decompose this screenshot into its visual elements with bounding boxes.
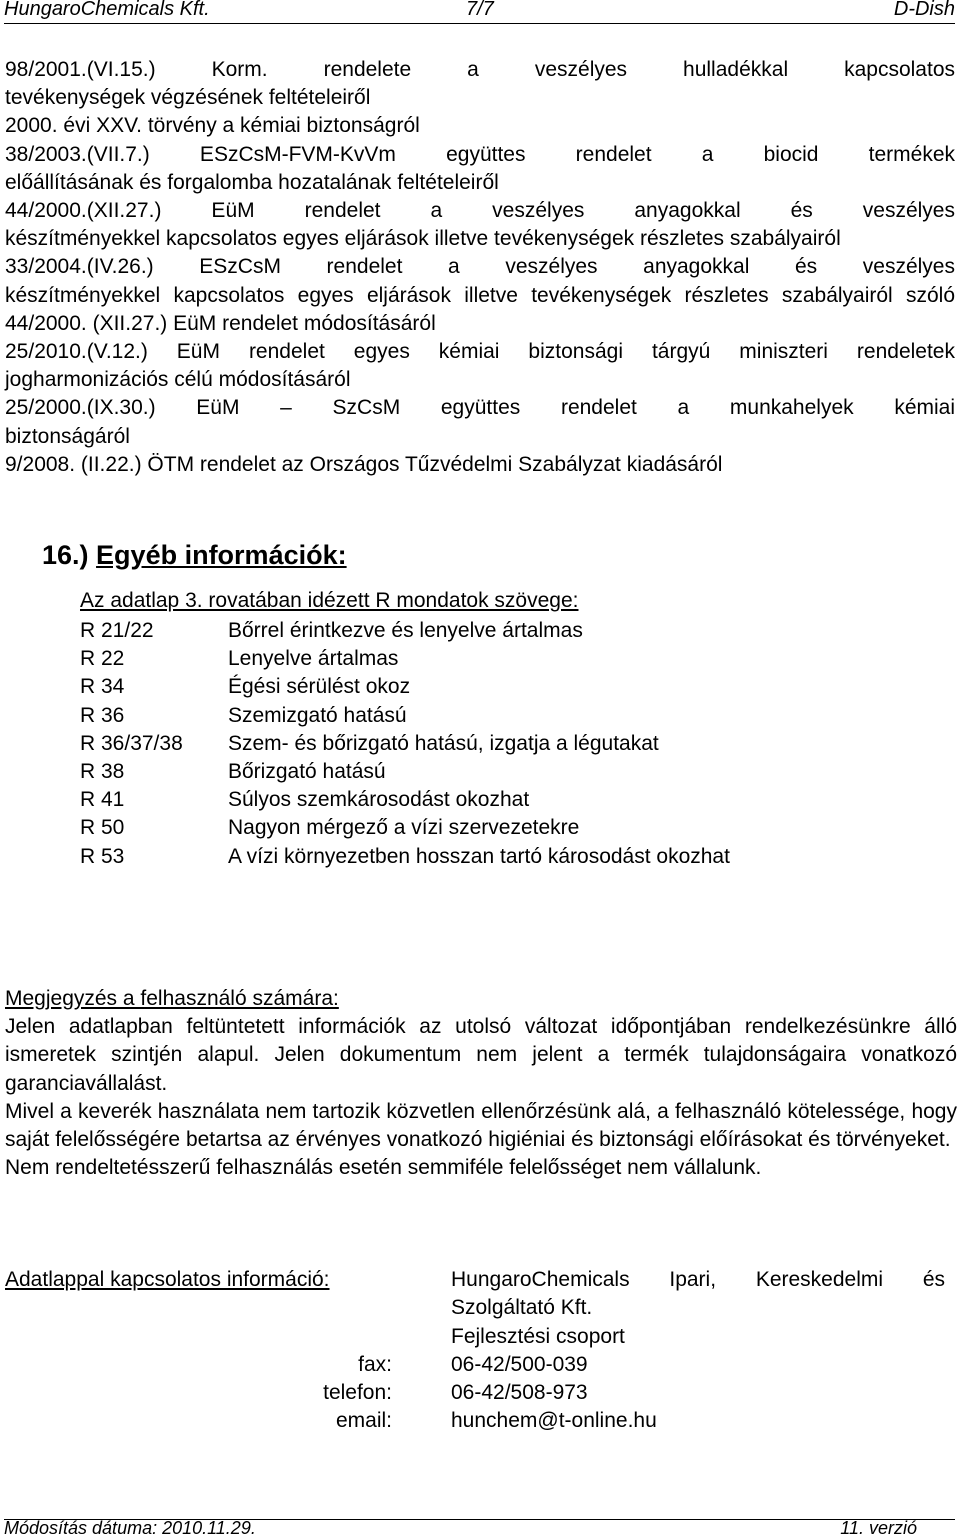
header-company: HungaroChemicals Kft.	[4, 0, 210, 20]
section-16-heading	[42, 538, 347, 572]
fax-label: fax:	[358, 1353, 392, 1376]
r-phrases-table	[80, 617, 730, 871]
regulation-item	[5, 141, 955, 197]
contact-heading: Adatlappal kapcsolatos információ:	[5, 1268, 330, 1291]
regulation-text: készítményekkel kapcsolatos egyes eljárások illetve tevékenységek részletes szabályairól szóló 44/2000. (XII.27.) EüM rendelet módosításáról	[5, 283, 955, 335]
regulation-text: 2000. évi XXV. törvény a kémiai biztonságról	[5, 114, 420, 138]
regulation-text: előállításának és forgalomba hozatalának feltételeiről	[5, 170, 499, 194]
r-phrases-heading: Az adatlap 3. rovatában idézett R mondatok szövege:	[80, 589, 579, 612]
r-phrase-code: R 36	[80, 703, 125, 727]
regulation-line: 25/2000.(IX.30.) EüM – SzCsM együttes rendelet a munkahelyek kémiai	[5, 396, 955, 420]
r-phrase-text: Szem- és bőrizgató hatású, izgatja a légutakat	[228, 731, 659, 755]
r-phrase-row	[80, 814, 730, 842]
regulation-text: 9/2008. (II.22.) ÖTM rendelet az Országos Tűzvédelmi Szabályzat kiadásáról	[5, 452, 723, 476]
user-note-paragraph: Nem rendeltetésszerű felhasználás esetén semmiféle felelősséget nem vállalunk.	[5, 1156, 762, 1180]
r-phrase-code: R 34	[80, 675, 125, 699]
r-phrase-text: Súlyos szemkárosodást okozhat	[228, 788, 530, 812]
r-phrase-code: R 36/37/38	[80, 731, 183, 755]
r-phrase-text: Bőrizgató hatású	[228, 760, 386, 784]
r-phrase-text: Nagyon mérgező a vízi szervezetekre	[228, 816, 580, 840]
regulation-item	[5, 253, 955, 338]
regulation-item	[5, 338, 955, 394]
r-phrase-code: R 21/22	[80, 619, 154, 642]
regulation-text: biztonságáról	[5, 424, 130, 448]
regulation-line: 98/2001.(VI.15.) Korm. rendelete a veszélyes hulladékkal kapcsolatos	[5, 58, 955, 81]
header-divider	[4, 23, 955, 24]
contact-department: Fejlesztési csoport	[451, 1325, 625, 1348]
regulation-text: készítményekkel kapcsolatos egyes eljárások illetve tevékenységek részletes szabályairól	[5, 227, 841, 251]
r-phrase-row	[80, 673, 730, 701]
r-phrase-row	[80, 617, 730, 645]
fax-value: 06-42/500-039	[451, 1353, 588, 1376]
regulation-list	[5, 56, 955, 479]
regulation-item	[5, 451, 955, 479]
page-header	[0, 0, 960, 20]
regulation-item	[5, 197, 955, 253]
regulation-line: 33/2004.(IV.26.) ESzCsM rendelet a veszélyes anyagokkal és veszélyes	[5, 255, 955, 279]
header-product: D-Dish	[893, 0, 955, 20]
contact-company: HungaroChemicals Ipari, Kereskedelmi és Szolgáltató Kft.	[451, 1268, 945, 1320]
phone-label: telefon:	[323, 1381, 392, 1404]
regulation-line: 25/2010.(V.12.) EüM rendelet egyes kémiai biztonsági tárgyú miniszteri rendeletek	[5, 340, 955, 364]
r-phrase-row	[80, 702, 730, 730]
r-phrase-code: R 38	[80, 760, 125, 784]
regulation-item	[5, 112, 955, 140]
r-phrase-text: Szemizgató hatású	[228, 703, 407, 727]
footer-modification-date: Módosítás dátuma: 2010.11.29.	[4, 1518, 256, 1538]
r-phrase-row	[80, 786, 730, 814]
regulation-line: 38/2003.(VII.7.) ESzCsM-FVM-KvVm együttes rendelet a biocid termékek	[5, 142, 955, 166]
footer-version: 11. verzió	[840, 1518, 917, 1538]
r-phrase-row	[80, 843, 730, 871]
r-phrase-code: R 41	[80, 788, 125, 812]
regulation-text: jogharmonizációs célú módosításáról	[5, 368, 351, 392]
r-phrase-row	[80, 758, 730, 786]
header-page-number: 7/7	[466, 0, 494, 20]
r-phrase-text: Égési sérülést okoz	[228, 675, 411, 699]
user-note-paragraph: Jelen adatlapban feltüntetett információk az utolsó változat időpontjában rendelkezésünkre álló ismeretek szintjén alapul. Jelen dokumentum nem jelent a termék tulajdonságaira vonatkozó garanciavállalást.	[5, 1015, 957, 1095]
user-note	[5, 985, 957, 1182]
regulation-text: tevékenységek végzésének feltételeiről	[5, 86, 371, 110]
regulation-item	[5, 394, 955, 450]
user-note-heading: Megjegyzés a felhasználó számára:	[5, 987, 339, 1010]
email-label: email:	[335, 1409, 392, 1432]
r-phrase-text: Bőrrel érintkezve és lenyelve ártalmas	[228, 619, 583, 642]
phone-value: 06-42/508-973	[451, 1381, 588, 1404]
user-note-paragraph: Mivel a keverék használata nem tartozik közvetlen ellenőrzésünk alá, a felhasználó kötelessége, hogy saját felelősségére betartsa az érvényes vonatkozó higiéniai és biztonsági előírásokat és törvényeket.	[5, 1099, 957, 1152]
email-value: hunchem@t-online.hu	[451, 1409, 657, 1432]
r-phrase-row	[80, 645, 730, 673]
r-phrase-code: R 50	[80, 816, 125, 840]
r-phrase-row	[80, 730, 730, 758]
regulation-item	[5, 56, 955, 112]
r-phrase-code: R 53	[80, 844, 125, 868]
r-phrase-code: R 22	[80, 647, 125, 671]
r-phrase-text: A vízi környezetben hosszan tartó károsodást okozhat	[228, 844, 730, 868]
section-title: Egyéb információk:	[96, 540, 347, 570]
r-phrase-text: Lenyelve ártalmas	[228, 647, 399, 671]
section-number: 16.)	[42, 540, 89, 570]
regulation-line: 44/2000.(XII.27.) EüM rendelet a veszélyes anyagokkal és veszélyes	[5, 199, 955, 223]
